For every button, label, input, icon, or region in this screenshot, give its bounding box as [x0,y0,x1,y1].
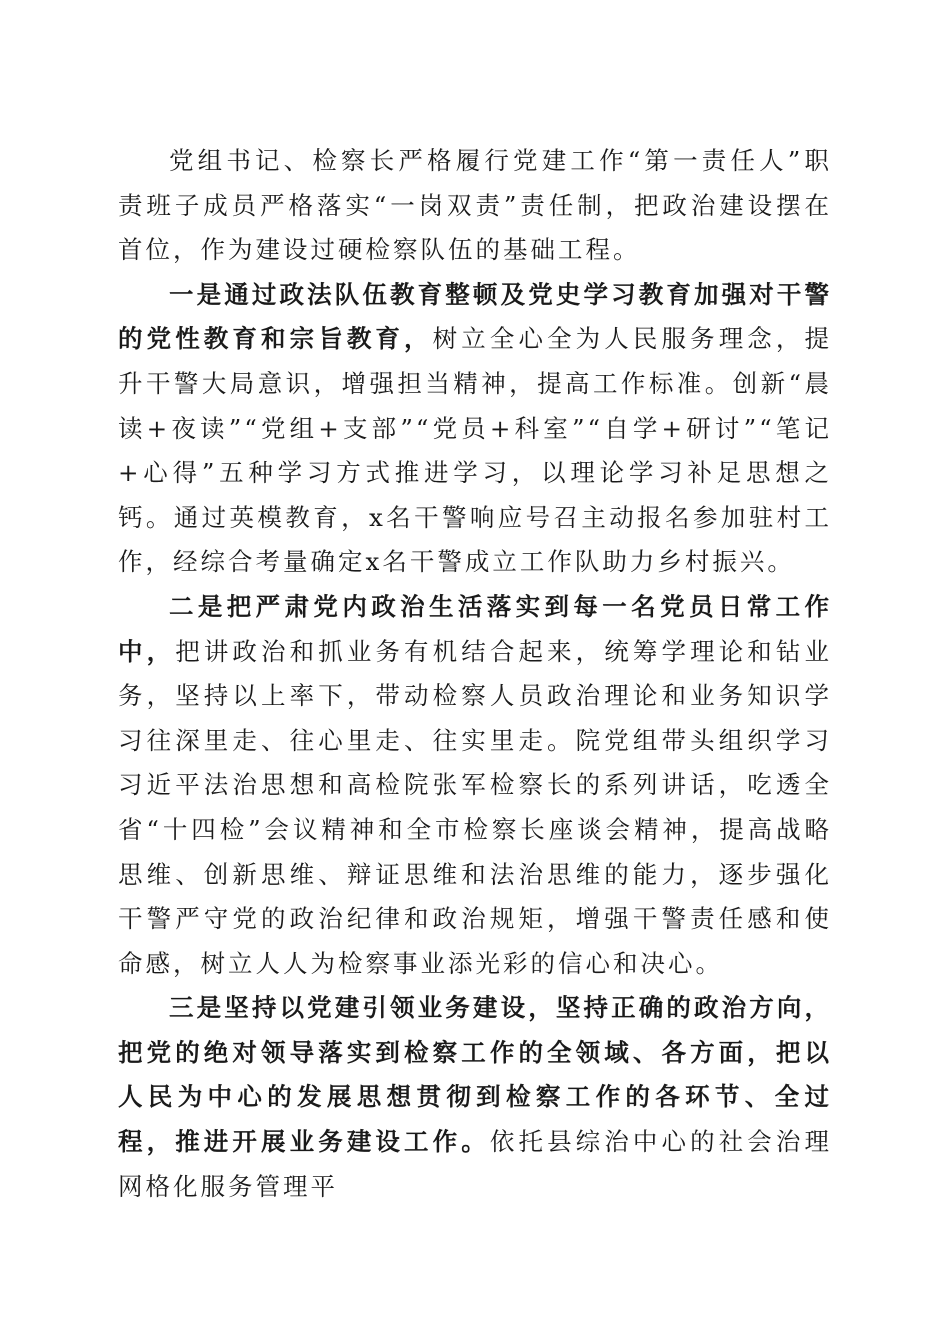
paragraph-2 [118,273,832,585]
paragraph-4-text: 依托县综治中心的社会治理网格化服务管理平 [118,1127,833,1201]
paragraph-1 [118,139,832,273]
paragraph-2-text: 树立全心全为人民服务理念，提升干警大局意识，增强担当精神，提高工作标准。创新“晨读+夜读”“党组+支部”“党员+科室”“自学+研讨”“笔记+心得”五种学习方式推进学习，以理论学习补足思想之钙。通过英模教育，x名干警响应号召主动报名参加驻村工作，经综合考量确定x名干警成立工作队助力乡村振兴。 [118,324,833,577]
paragraph-2-lead: 一是通过政法队伍教育整顿及党史学习教育加强对干警的党性教育和宗旨教育， [118,279,832,354]
paragraph-4 [118,986,832,1209]
paragraph-3-lead: 二是把严肃党内政治生活落实到每一名党员日常工作中， [118,591,832,666]
paragraph-1-text: 党组书记、检察长严格履行党建工作“第一责任人”职责班子成员严格落实“一岗双责”责任制，把政治建设摆在首位，作为建设过硬检察队伍的基础工程。 [118,146,832,265]
document-body [118,139,832,1209]
paragraph-3 [118,585,832,986]
paragraph-3-text: 把讲政治和抓业务有机结合起来，统筹学理论和钻业务，坚持以上率下，带动检察人员政治理论和业务知识学习往深里走、往心里走、往实里走。院党组带头组织学习习近平法治思想和高检院张军检察长的系列讲话，吃透全省“十四检”会议精神和全市检察长座谈会精神，提高战略思维、创新思维、辩证思维和法治思维的能力，逐步强化干警严守党的政治纪律和政治规矩，增强干警责任感和使命感，树立人人为检察事业添光彩的信心和决心。 [118,636,833,978]
paragraph-4-lead: 三是坚持以党建引领业务建设，坚持正确的政治方向，把党的绝对领导落实到检察工作的全领域、各方面，把以人民为中心的发展思想贯彻到检察工作的各环节、全过程，推进开展业务建设工作。 [118,993,832,1157]
